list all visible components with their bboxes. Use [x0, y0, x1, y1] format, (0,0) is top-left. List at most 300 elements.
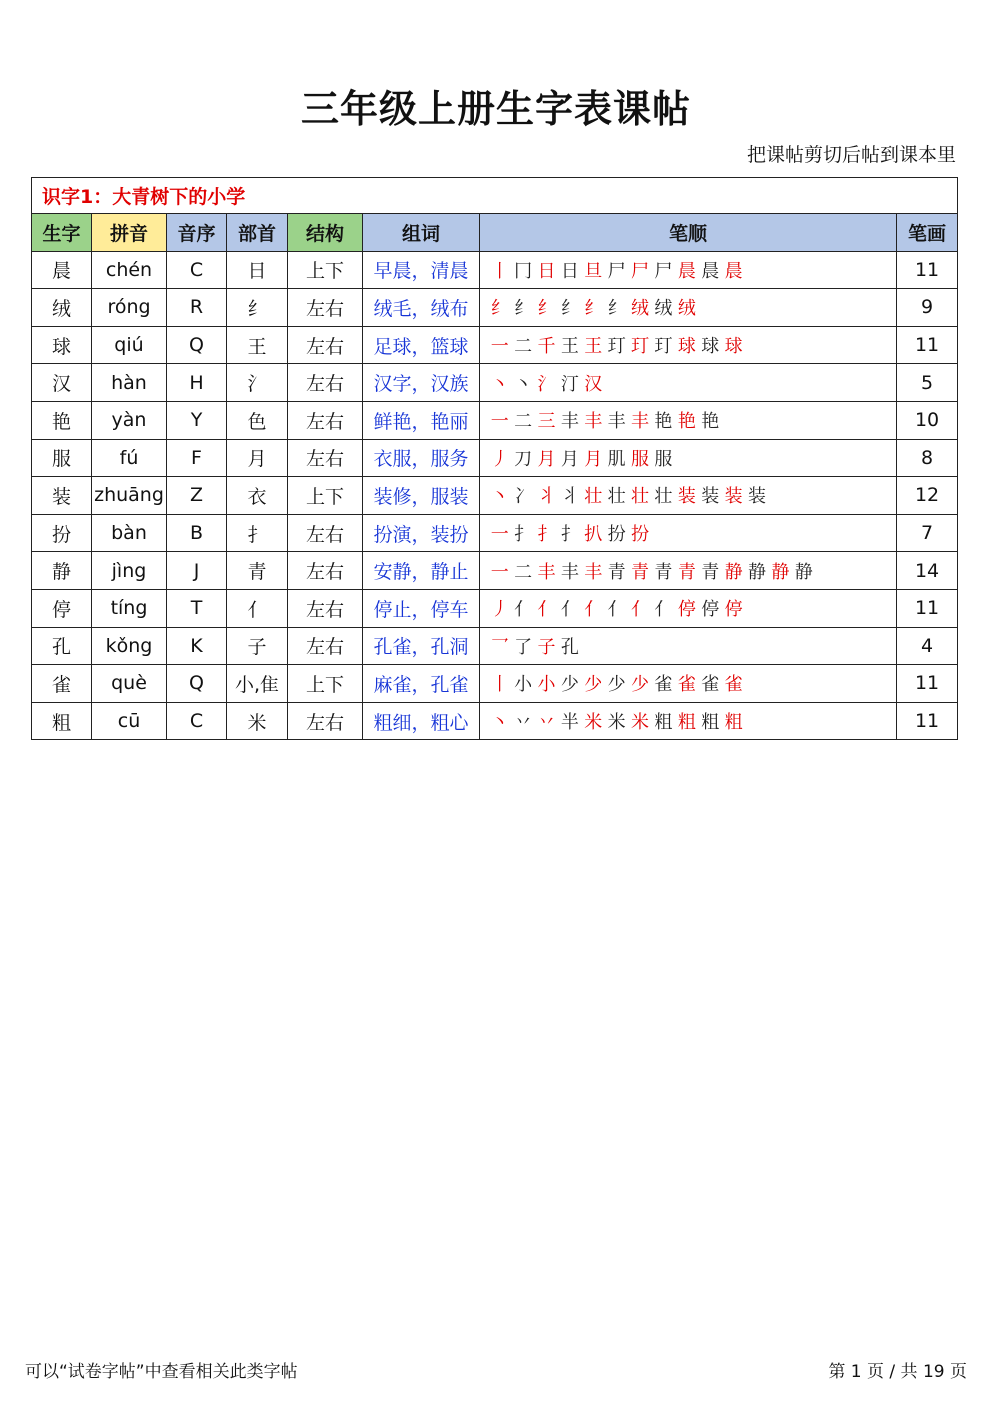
structure-cell: 左右 [288, 289, 363, 327]
stroke-glyph: 扌 [537, 524, 556, 546]
stroke-glyph: 壮 [631, 486, 650, 508]
stroke-glyph: 停 [701, 599, 720, 621]
stroke-step [652, 708, 675, 734]
stroke-glyph: 丿 [490, 599, 509, 621]
stroke-order-cell [480, 702, 897, 740]
stroke-step [558, 633, 581, 659]
stroke-order-cell [480, 364, 897, 402]
stroke-step [652, 294, 675, 320]
stroke-step [628, 294, 651, 320]
stroke-glyph: 氵 [537, 373, 556, 395]
stroke-step [535, 595, 558, 621]
stroke-glyph: 壮 [584, 486, 603, 508]
words-cell: 装修，服装 [363, 477, 480, 515]
stroke-step [769, 558, 792, 584]
stroke-step [511, 370, 534, 396]
stroke-glyph: 丶 [514, 373, 533, 395]
stroke-glyph: 丰 [560, 561, 579, 583]
radical-cell: 纟 [227, 289, 288, 327]
stroke-step [558, 708, 581, 734]
lesson-title: 识字1：大青树下的小学 [32, 178, 958, 214]
stroke-glyph: 半 [560, 712, 579, 734]
char-cell: 汉 [32, 364, 92, 402]
stroke-glyph: 亻 [584, 599, 603, 621]
table-row [32, 477, 958, 515]
stroke-glyph: 艳 [654, 411, 673, 433]
character-table [31, 177, 958, 740]
stroke-order-cell [480, 552, 897, 590]
stroke-step [535, 332, 558, 358]
radical-cell: 衣 [227, 477, 288, 515]
stroke-step [628, 332, 651, 358]
stroke-glyph: 青 [654, 561, 673, 583]
stroke-glyph: 艳 [677, 411, 696, 433]
table-row [32, 401, 958, 439]
stroke-glyph: 艳 [701, 411, 720, 433]
radical-cell: 青 [227, 552, 288, 590]
stroke-step [628, 445, 651, 471]
stroke-glyph: 丰 [631, 411, 650, 433]
stroke-glyph: 纟 [607, 298, 626, 320]
radical-cell: 亻 [227, 589, 288, 627]
header-words: 组词 [363, 214, 480, 252]
stroke-step [699, 257, 722, 283]
stroke-glyph: 静 [771, 561, 790, 583]
words-cell: 汉字，汉族 [363, 364, 480, 402]
pinyin-cell: què [92, 665, 167, 703]
stroke-step [582, 294, 605, 320]
structure-cell: 左右 [288, 514, 363, 552]
structure-cell: 左右 [288, 702, 363, 740]
stroke-count-cell: 7 [897, 514, 958, 552]
header-row [32, 214, 958, 252]
stroke-step [722, 708, 745, 734]
stroke-step [488, 670, 511, 696]
stroke-glyph: 扮 [631, 524, 650, 546]
stroke-step [652, 445, 675, 471]
stroke-step [722, 332, 745, 358]
stroke-step [488, 257, 511, 283]
stroke-glyph: 一 [490, 561, 509, 583]
stroke-step [745, 558, 768, 584]
stroke-order-cell [480, 326, 897, 364]
lesson-row [32, 178, 958, 214]
char-cell: 绒 [32, 289, 92, 327]
stroke-glyph: 丰 [560, 411, 579, 433]
stroke-step [488, 370, 511, 396]
stroke-step [511, 294, 534, 320]
stroke-glyph: 雀 [654, 674, 673, 696]
stroke-glyph: 少 [560, 674, 579, 696]
stroke-glyph: 少 [631, 674, 650, 696]
stroke-step [699, 332, 722, 358]
stroke-count-cell: 14 [897, 552, 958, 590]
stroke-step [605, 558, 628, 584]
stroke-step [699, 482, 722, 508]
stroke-glyph: 月 [537, 448, 556, 470]
structure-cell: 上下 [288, 251, 363, 289]
stroke-step [582, 407, 605, 433]
stroke-step [652, 407, 675, 433]
stroke-step [511, 407, 534, 433]
stroke-step [488, 558, 511, 584]
stroke-glyph: 丨 [490, 260, 509, 282]
stroke-step [535, 520, 558, 546]
stroke-glyph: 雀 [677, 674, 696, 696]
stroke-step [675, 294, 698, 320]
stroke-count-cell: 11 [897, 326, 958, 364]
stroke-step [699, 595, 722, 621]
stroke-glyph: 玎 [631, 336, 650, 358]
stroke-step [535, 670, 558, 696]
stroke-glyph: 尸 [654, 260, 673, 282]
stroke-glyph: 冂 [514, 260, 533, 282]
structure-cell: 左右 [288, 364, 363, 402]
stroke-glyph: 二 [514, 336, 533, 358]
stroke-step [511, 332, 534, 358]
pinyin-cell: hàn [92, 364, 167, 402]
words-cell: 绒毛，绒布 [363, 289, 480, 327]
stroke-count-cell: 4 [897, 627, 958, 665]
stroke-step [605, 332, 628, 358]
stroke-step [605, 595, 628, 621]
stroke-order-cell [480, 289, 897, 327]
page-subtitle: 把课帖剪切后帖到课本里 [746, 144, 956, 166]
stroke-step [605, 708, 628, 734]
stroke-step [511, 257, 534, 283]
letter-cell: Q [167, 326, 227, 364]
stroke-glyph: 绒 [654, 298, 673, 320]
stroke-step [652, 482, 675, 508]
stroke-order-cell [480, 514, 897, 552]
letter-cell: F [167, 439, 227, 477]
stroke-step [511, 520, 534, 546]
stroke-glyph: 旦 [584, 260, 603, 282]
stroke-step [722, 257, 745, 283]
stroke-glyph: 王 [584, 336, 603, 358]
stroke-order-cell [480, 439, 897, 477]
stroke-step [628, 520, 651, 546]
stroke-glyph: 月 [560, 448, 579, 470]
stroke-glyph: 纟 [584, 298, 603, 320]
stroke-step [582, 670, 605, 696]
stroke-glyph: 日 [560, 260, 579, 282]
table-row [32, 627, 958, 665]
stroke-step [488, 708, 511, 734]
pinyin-cell: qiú [92, 326, 167, 364]
stroke-glyph: 装 [677, 486, 696, 508]
stroke-step [582, 558, 605, 584]
stroke-count-cell: 11 [897, 702, 958, 740]
stroke-step [488, 294, 511, 320]
pinyin-cell: fú [92, 439, 167, 477]
header-strokes: 笔顺 [480, 214, 897, 252]
stroke-step [558, 520, 581, 546]
stroke-glyph: 纟 [537, 298, 556, 320]
stroke-step [652, 670, 675, 696]
stroke-step [628, 407, 651, 433]
stroke-glyph: 丶 [490, 712, 509, 734]
stroke-step [605, 257, 628, 283]
pinyin-cell: yàn [92, 401, 167, 439]
stroke-glyph: 绒 [677, 298, 696, 320]
stroke-step [511, 708, 534, 734]
stroke-glyph: 亻 [654, 599, 673, 621]
structure-cell: 左右 [288, 439, 363, 477]
stroke-glyph: 静 [794, 561, 813, 583]
stroke-step [628, 670, 651, 696]
char-cell: 晨 [32, 251, 92, 289]
stroke-glyph: 汀 [560, 373, 579, 395]
stroke-glyph: 一 [490, 411, 509, 433]
stroke-step [558, 482, 581, 508]
page-number: 第 1 页 / 共 19 页 [828, 1362, 967, 1382]
stroke-glyph: 纟 [560, 298, 579, 320]
char-cell: 孔 [32, 627, 92, 665]
page-title: 三年级上册生字表课帖 [300, 87, 691, 131]
stroke-glyph: 米 [584, 712, 603, 734]
stroke-glyph: 装 [701, 486, 720, 508]
stroke-step [511, 670, 534, 696]
stroke-step [605, 482, 628, 508]
stroke-glyph: 丷 [514, 712, 533, 734]
stroke-step [605, 407, 628, 433]
letter-cell: K [167, 627, 227, 665]
stroke-glyph: 青 [631, 561, 650, 583]
stroke-count-cell: 5 [897, 364, 958, 402]
stroke-count-cell: 8 [897, 439, 958, 477]
stroke-count-cell: 11 [897, 251, 958, 289]
stroke-glyph: 日 [537, 260, 556, 282]
stroke-step [511, 558, 534, 584]
stroke-step [558, 558, 581, 584]
radical-cell: 子 [227, 627, 288, 665]
stroke-glyph: 亻 [514, 599, 533, 621]
stroke-step [488, 445, 511, 471]
stroke-glyph: 青 [701, 561, 720, 583]
structure-cell: 左右 [288, 552, 363, 590]
stroke-glyph: 小 [537, 674, 556, 696]
stroke-glyph: 月 [584, 448, 603, 470]
stroke-glyph: 冫 [514, 486, 533, 508]
stroke-glyph: 亻 [607, 599, 626, 621]
table-row [32, 289, 958, 327]
stroke-step [511, 633, 534, 659]
stroke-glyph: 青 [607, 561, 626, 583]
radical-cell: 王 [227, 326, 288, 364]
char-cell: 服 [32, 439, 92, 477]
stroke-glyph: 晨 [724, 260, 743, 282]
stroke-glyph: 静 [747, 561, 766, 583]
stroke-step [582, 482, 605, 508]
stroke-glyph: 亻 [537, 599, 556, 621]
stroke-glyph: 丰 [584, 411, 603, 433]
stroke-step [628, 257, 651, 283]
pinyin-cell: bàn [92, 514, 167, 552]
stroke-count-cell: 10 [897, 401, 958, 439]
stroke-step [652, 332, 675, 358]
stroke-order-cell [480, 251, 897, 289]
structure-cell: 左右 [288, 627, 363, 665]
stroke-glyph: 亻 [560, 599, 579, 621]
stroke-step [558, 445, 581, 471]
pinyin-cell: kǒng [92, 627, 167, 665]
stroke-step [699, 407, 722, 433]
stroke-glyph: 小 [514, 674, 533, 696]
stroke-step [675, 558, 698, 584]
letter-cell: J [167, 552, 227, 590]
radical-cell: 米 [227, 702, 288, 740]
stroke-step [699, 558, 722, 584]
stroke-step [535, 294, 558, 320]
stroke-step [535, 370, 558, 396]
header-radical: 部首 [227, 214, 288, 252]
char-cell: 球 [32, 326, 92, 364]
letter-cell: Y [167, 401, 227, 439]
stroke-glyph: 丶 [490, 373, 509, 395]
stroke-step [675, 257, 698, 283]
letter-cell: T [167, 589, 227, 627]
table-body [32, 251, 958, 740]
stroke-glyph: 尸 [607, 260, 626, 282]
stroke-glyph: 粗 [654, 712, 673, 734]
stroke-glyph: 静 [724, 561, 743, 583]
stroke-step [558, 670, 581, 696]
stroke-step [582, 708, 605, 734]
structure-cell: 上下 [288, 477, 363, 515]
stroke-glyph: 肌 [607, 448, 626, 470]
stroke-count-cell: 11 [897, 589, 958, 627]
stroke-order-cell [480, 401, 897, 439]
stroke-glyph: 壮 [607, 486, 626, 508]
pinyin-cell: cū [92, 702, 167, 740]
stroke-step [699, 708, 722, 734]
stroke-glyph: 服 [654, 448, 673, 470]
stroke-step [792, 558, 815, 584]
stroke-step [511, 595, 534, 621]
stroke-glyph: 三 [537, 411, 556, 433]
stroke-step [535, 558, 558, 584]
stroke-step [535, 445, 558, 471]
stroke-step [511, 482, 534, 508]
words-cell: 足球，篮球 [363, 326, 480, 364]
stroke-glyph: 一 [490, 524, 509, 546]
stroke-glyph: 丬 [560, 486, 579, 508]
stroke-step [628, 595, 651, 621]
stroke-glyph: 球 [724, 336, 743, 358]
stroke-step [558, 332, 581, 358]
stroke-glyph: 装 [747, 486, 766, 508]
stroke-glyph: 二 [514, 561, 533, 583]
stroke-order-cell [480, 627, 897, 665]
header-count: 笔画 [897, 214, 958, 252]
stroke-glyph: 丬 [537, 486, 556, 508]
stroke-glyph: 装 [724, 486, 743, 508]
stroke-glyph: 纟 [490, 298, 509, 320]
table-row [32, 665, 958, 703]
stroke-step [699, 670, 722, 696]
stroke-step [558, 595, 581, 621]
header-letter: 音序 [167, 214, 227, 252]
stroke-step [652, 558, 675, 584]
stroke-glyph: 扌 [560, 524, 579, 546]
table-row [32, 439, 958, 477]
stroke-glyph: 丨 [490, 674, 509, 696]
letter-cell: R [167, 289, 227, 327]
char-cell: 装 [32, 477, 92, 515]
stroke-glyph: 孔 [560, 636, 579, 658]
stroke-order-cell [480, 665, 897, 703]
stroke-step [558, 407, 581, 433]
table-row [32, 251, 958, 289]
table-row [32, 364, 958, 402]
stroke-step [605, 520, 628, 546]
table-row [32, 702, 958, 740]
words-cell: 麻雀，孔雀 [363, 665, 480, 703]
radical-cell: 日 [227, 251, 288, 289]
stroke-step [675, 708, 698, 734]
stroke-glyph: 了 [514, 636, 533, 658]
stroke-glyph: 尸 [631, 260, 650, 282]
stroke-step [582, 332, 605, 358]
words-cell: 扮演，装扮 [363, 514, 480, 552]
stroke-glyph: 粗 [724, 712, 743, 734]
stroke-step [558, 370, 581, 396]
char-cell: 艳 [32, 401, 92, 439]
pinyin-cell: chén [92, 251, 167, 289]
stroke-glyph: 扌 [514, 524, 533, 546]
radical-cell: 月 [227, 439, 288, 477]
stroke-glyph: 晨 [701, 260, 720, 282]
radical-cell: 小,隹 [227, 665, 288, 703]
stroke-step [745, 482, 768, 508]
stroke-step [605, 670, 628, 696]
stroke-glyph: 丰 [584, 561, 603, 583]
stroke-glyph: 扮 [607, 524, 626, 546]
stroke-step [488, 407, 511, 433]
stroke-step [652, 257, 675, 283]
header-structure: 结构 [288, 214, 363, 252]
stroke-glyph: 二 [514, 411, 533, 433]
stroke-step [652, 595, 675, 621]
stroke-glyph: 雀 [701, 674, 720, 696]
stroke-step [488, 633, 511, 659]
structure-cell: 上下 [288, 665, 363, 703]
stroke-step [488, 482, 511, 508]
stroke-glyph: 丶 [490, 486, 509, 508]
stroke-count-cell: 12 [897, 477, 958, 515]
stroke-glyph: 雀 [724, 674, 743, 696]
stroke-step [675, 407, 698, 433]
stroke-step [605, 294, 628, 320]
stroke-step [535, 708, 558, 734]
words-cell: 停止，停车 [363, 589, 480, 627]
letter-cell: H [167, 364, 227, 402]
stroke-step [582, 595, 605, 621]
stroke-glyph: 丰 [537, 561, 556, 583]
stroke-step [582, 370, 605, 396]
stroke-count-cell: 9 [897, 289, 958, 327]
stroke-step [488, 520, 511, 546]
stroke-step [582, 257, 605, 283]
table-row [32, 514, 958, 552]
pinyin-cell: tíng [92, 589, 167, 627]
words-cell: 粗细，粗心 [363, 702, 480, 740]
letter-cell: C [167, 251, 227, 289]
stroke-glyph: 一 [490, 336, 509, 358]
char-cell: 静 [32, 552, 92, 590]
structure-cell: 左右 [288, 401, 363, 439]
